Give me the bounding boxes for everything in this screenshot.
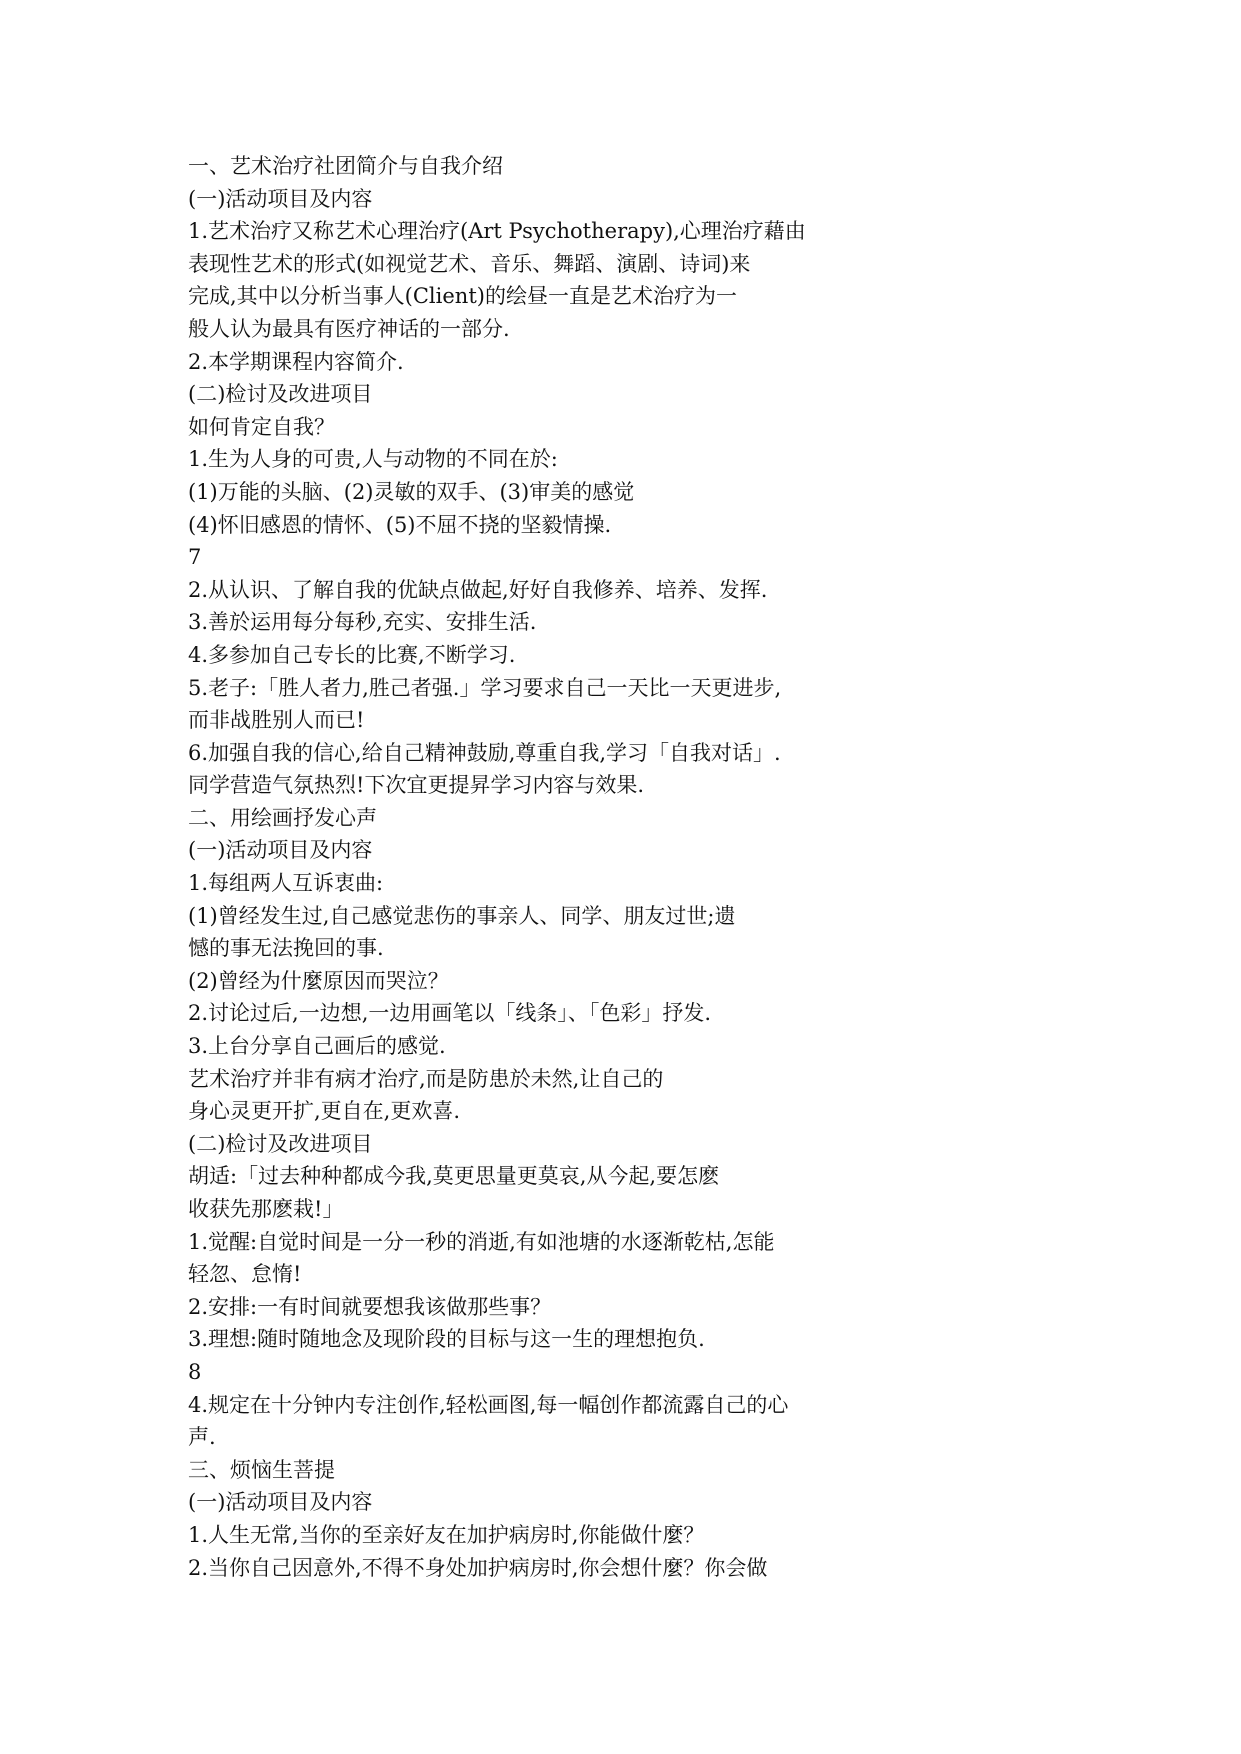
page-number: 8 [188,1359,202,1384]
text-line: 一、艺术治疗社团简介与自我介绍 [188,154,503,178]
text-line: 完成,其中以分析当事人(Client)的绘昼一直是艺术治疗为一 [188,284,737,309]
text-line: (一)活动项目及内容 [188,186,373,211]
text-line: 4.多参加自己专长的比赛,不断学习. [188,642,516,667]
text-line: (2)曾经为什麼原因而哭泣？ [188,968,449,993]
text-line: 身心灵更开扩,更自在,更欢喜. [188,1099,461,1124]
text-line: 2.安排:一有时间就要想我该做那些事？ [188,1294,552,1319]
text-line: 4.规定在十分钟内专注创作,轻松画图,每一幅创作都流露自己的心 [188,1392,789,1417]
text-line: 2.从认识、了解自我的优缺点做起,好好自我修养、培养、发挥. [188,577,768,602]
page-number: 7 [188,545,202,570]
document-body [188,150,1088,1584]
text-line: 三、烦恼生菩提 [188,1457,335,1482]
text-line: 1.觉醒:自觉时间是一分一秒的消逝,有如池塘的水逐渐乾枯,怎能 [188,1229,775,1254]
text-line: 6.加强自我的信心,给自己精神鼓励,尊重自我,学习「自我对话」. [188,740,781,765]
text-line: (一)活动项目及内容 [188,838,373,863]
text-line: (1)曾经发生过,自己感觉悲伤的事亲人、同学、朋友过世;遗 [188,903,736,928]
text-line: 声. [188,1425,216,1450]
text-line: 同学营造气氛热烈!下次宜更提昇学习内容与效果. [188,773,645,798]
text-line: 1.生为人身的可贵,人与动物的不同在於: [188,447,558,472]
text-line: 1.艺术治疗又称艺术心理治疗(Art Psychotherapy),心理治疗藉由 [188,219,806,244]
text-line: 胡适:「过去种种都成今我,莫更思量更莫哀,从今起,要怎麽 [188,1164,720,1189]
text-line: 3.理想:随时随地念及现阶段的目标与这一生的理想抱负. [188,1327,705,1352]
text-line: 般人认为最具有医疗神话的一部分. [188,316,510,341]
text-line: (一)活动项目及内容 [188,1490,373,1515]
text-line: 2.当你自己因意外,不得不身处加护病房时,你会想什麼？你会做 [188,1555,768,1580]
text-line: 收获先那麽栽!」 [188,1197,344,1221]
text-line: (4)怀旧感恩的情怀、(5)不屈不挠的坚毅情操. [188,512,612,537]
text-line: 表现性艺术的形式(如视觉艺术、音乐、舞蹈、演剧、诗词)来 [188,251,751,276]
text-line: 如何肯定自我？ [188,414,335,439]
text-line: (二)检讨及改进项目 [188,382,373,407]
text-line: 憾的事无法挽回的事. [188,936,384,961]
text-line: 3.上台分享自己画后的感觉. [188,1034,446,1059]
text-line: 2.本学期课程内容简介. [188,349,404,374]
text-line: (1)万能的头脑、(2)灵敏的双手、(3)审美的感觉 [188,479,635,504]
text-line: 3.善於运用每分每秒,充实、安排生活. [188,610,537,635]
text-line: 二、用绘画抒发心声 [188,805,377,830]
text-line: 2.讨论过后,一边想,一边用画笔以「线条」、「色彩」抒发. [188,1001,712,1026]
text-line: 艺术治疗并非有病才治疗,而是防患於未然,让自己的 [188,1066,664,1091]
text-line: (二)检讨及改进项目 [188,1131,373,1156]
text-line: 1.每组两人互诉衷曲: [188,871,384,896]
text-line: 轻忽、怠惰! [188,1262,302,1287]
text-line: 5.老子:「胜人者力,胜己者强.」学习要求自己一天比一天更进步, [188,675,782,700]
text-line: 而非战胜别人而已! [188,708,365,733]
text-line: 1.人生无常,当你的至亲好友在加护病房时,你能做什麼？ [188,1522,705,1547]
